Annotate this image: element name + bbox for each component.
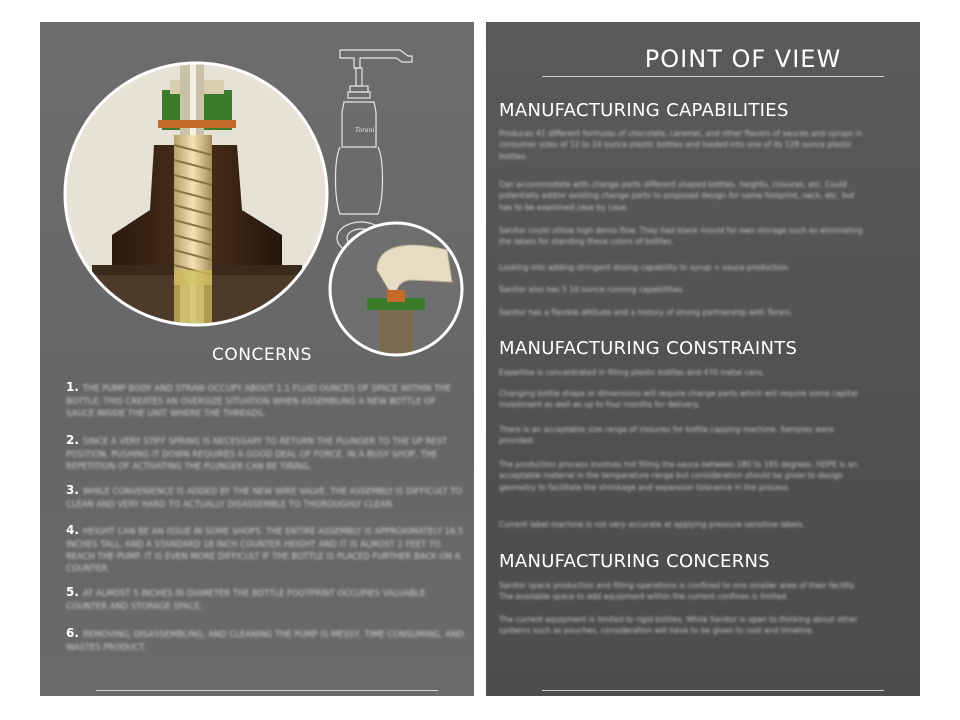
section-paragraph: Sanitor could utilize high demo flow. They had blank mould for own storage such as eliminating the labels for standing these colors of bottles.: [499, 226, 863, 247]
section-paragraph: Changing bottle shape or dimensions will require change parts which will require some capital investment as well as up to four months for delivery.: [499, 389, 858, 410]
section-paragraph: Sanitor space production and filling operations is confined to one smaller area of their facility. The available space to add equipment within the current confines is limited.: [499, 581, 856, 602]
page-title: POINT OF VIEW: [644, 45, 842, 73]
concern-item: 6. REMOVING, DISASSEMBLING, AND CLEANING THE PUMP IS MESSY, TIME CONSUMING, AND WASTES PRODUCT.: [66, 626, 464, 653]
section-paragraph: Current label machine is not very accurate at applying pressure sensitive labels.: [499, 520, 806, 529]
section-paragraph: Sanitor also has 5 10 ounce running capabilities.: [499, 285, 685, 294]
concern-item: 2. SINCE A VERY STIFF SPRING IS NECESSARY TO RETURN THE PLUNGER TO THE UP REST POSITION, PUSHING IT DOWN REQUIRES A GOOD DEAL OF FORCE. IN A BUSY SHOP, THE REPETITION OF ACTIVATING THE PLUNGER CAN BE TIRING.: [66, 433, 448, 471]
section-heading: MANUFACTURING CONCERNS: [499, 551, 771, 572]
concern-item: 4. HEIGHT CAN BE AN ISSUE IN SOME SHOPS. THE ENTIRE ASSEMBLY IS APPROXIMATELY 16.5 INCHES TALL, AND A STANDARD 18 INCH COUNTER HEIGHT AND IT IS ALMOST 2 FEET TO REACH THE PUMP. IT IS EVEN MORE DIFFICULT IF THE BOTTLE IS PLACED FURTHER BACK ON A COUNTER.: [66, 523, 464, 573]
concern-item: 3. WHILE CONVENIENCE IS ADDED BY THE NEW WIRE VALVE, THE ASSEMBLY IS DIFFICULT TO CLEAN AND VERY HARD TO ACTUALLY DISASSEMBLE TO THOROUGHLY CLEAN.: [66, 483, 463, 510]
section-paragraph: Looking into adding stringent dosing capability to syrup + sauce production.: [499, 263, 791, 272]
pump-bottle-drawing: [330, 42, 420, 222]
section-paragraph: The production process involves hot filling the sauce between 180 to 185 degrees. HDPE is an acceptable material in the temperature range but consideration should be given to design geometry to facilitate the shrinkage and expansion tolerance in the process.: [499, 460, 858, 492]
footer-divider: [542, 690, 884, 691]
left-page: [40, 22, 474, 696]
section-paragraph: Can accommodate with change parts different shaped bottles, heights, closures, etc. Could potentially add/or existing change parts to proposed design for same footprint, neck, etc. but has to be examined case by case.: [499, 180, 855, 212]
section-paragraph: Produces 41 different formulas of chocolate, caramel, and other flavors of sauces and syrups in consumer sizes of 12 to 24 ounce plastic bottles and loaded into one of its 128 ounce plastic bottles.: [499, 129, 863, 161]
concern-item: 5. AT ALMOST 5 INCHES IN DIAMETER THE BOTTLE FOOTPRINT OCCUPIES VALUABLE COUNTER AND STORAGE SPACE.: [66, 585, 426, 612]
concerns-heading: CONCERNS: [212, 345, 312, 365]
section-heading: MANUFACTURING CONSTRAINTS: [499, 338, 798, 359]
pump-cutaway-illustration: [62, 60, 332, 330]
section-paragraph: There is an acceptable size range of closures for bottle capping machine. Samples were provided.: [499, 425, 834, 446]
bottle-brand-label: Torani: [355, 127, 375, 134]
section-paragraph: Expertise is concentrated in filling plastic bottles and 470 metal cans.: [499, 368, 765, 377]
title-divider: [542, 76, 884, 77]
section-paragraph: Sanitor has a flexible attitude and a history of strong partnership with Torani.: [499, 308, 793, 317]
section-heading: MANUFACTURING CAPABILITIES: [499, 100, 789, 121]
valve-detail-illustration: [327, 220, 465, 358]
right-page: [486, 22, 920, 696]
footer-divider: [96, 690, 438, 691]
concern-item: 1. THE PUMP BODY AND STRAW OCCUPY ABOUT 1.1 FLUID OUNCES OF SPACE WITHIN THE BOTTLE. THIS CREATES AN OVERSIZE SITUATION WHEN ASSEMBLING A NEW BOTTLE OF SAUCE INSIDE THE UNIT WHERE THE THREADS.: [66, 380, 451, 418]
section-paragraph: The current equipment is limited to rigid bottles. While Sanitor is open to thinking about other systems such as pouches, consideration will have to be given to cost and timeline.: [499, 615, 858, 636]
